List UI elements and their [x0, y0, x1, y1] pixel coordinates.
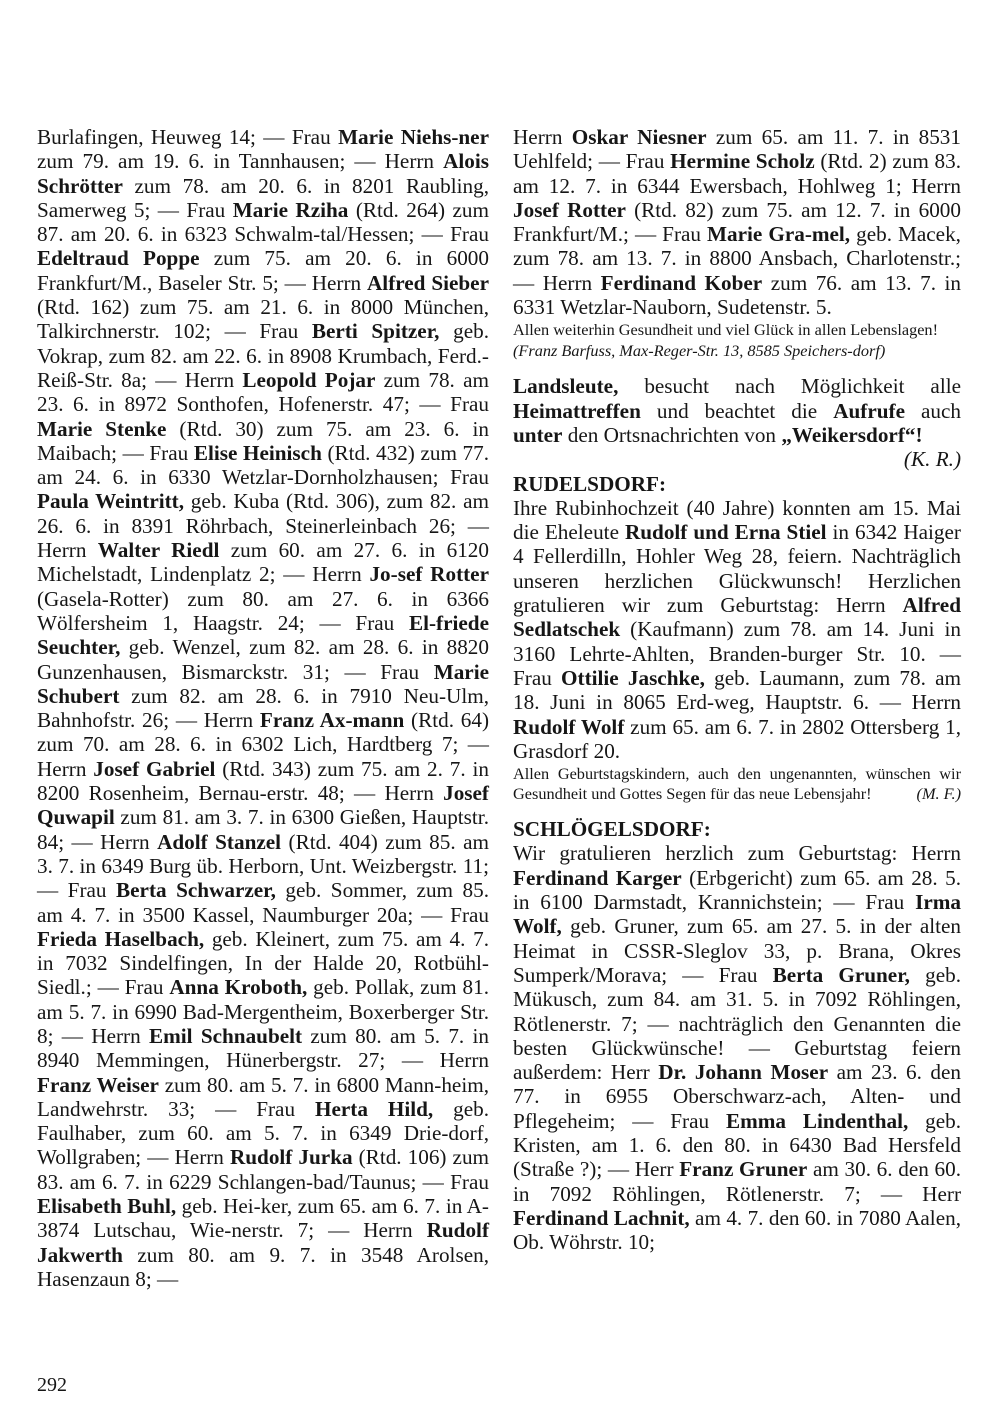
rudelsdorf-wishes-text: Allen Geburtstagskindern, auch den ungenannten, wünschen wir Gesundheit und Gottes Segen für das neue Lebensjahr! — [513, 764, 961, 803]
bold-name: Hermine Scholz — [670, 149, 815, 174]
bold-name: unter — [513, 422, 563, 447]
bold-name: Franz Ax-mann — [259, 708, 405, 733]
birthday-list-paragraph: Herrn Oskar Niesner zum 65. am 11. 7. in 8531 Uehlfeld; — Frau Hermine Scholz (Rtd. 2) zum 83. am 12. 7. in 6344 Ewersbach, Hohlweg 1; Herrn Josef Rotter (Rtd. 82) zum 75. am 12. 7. in 6000 Frankfurt/M.; — Frau Marie Gra-mel, geb. Macek, zum 78. am 13. 7. in 8800 Ansbach, Charlotenstr.; — Herrn Ferdinand Kober zum 76. am 13. 7. in 6331 Wetzlar-Nauborn, Sudetenstr. 5. — [513, 125, 962, 320]
bold-name: Marie Gra-mel, — [707, 222, 851, 247]
bold-name: Edeltraud Poppe — [37, 246, 200, 271]
bold-name: Franz Weiser — [37, 1072, 159, 1097]
bold-name: Ferdinand Kober — [600, 270, 763, 295]
bold-name: Emil Schnaubelt — [148, 1023, 303, 1048]
bold-name: Marie Niehs-ner — [338, 125, 489, 149]
bold-name: Oskar Niesner — [571, 125, 707, 149]
right-column — [513, 125, 961, 1254]
schloegelsdorf-paragraph: Wir gratulieren herzlich zum Geburtstag: Herrn Ferdinand Karger (Erbgericht) zum 65. am 28. 5. in 6100 Darmstadt, Krannichstein; — Frau Irma Wolf, geb. Gruner, zum 65. am 27. 5. in der alten Heimat in CSSR-Sleglov 33, p. Brana, Okres Sumperk/Morava; — Frau Berta Gruner, geb. Mükusch, zum 84. am 31. 5. in 7092 Röhlingen, Rötlenerstr. 7; — nachträglich den Genannten die besten Glückwünsche! — Geburtstag feiern außerdem: Herr Dr. Johann Moser am 23. 6. den 77. in 6955 Oberschwarz-ach, Alten- und Pflegeheim; — Frau Emma Lindenthal, geb. Kristen, am 1. 6. den 80. in 6430 Bad Hersfeld (Straße ?); — Herr Franz Gruner am 30. 6. den 60. in 7092 Röhlingen, Rötlenerstr. 7; — Herr Ferdinand Lachnit, am 4. 7. den 60. in 7080 Aalen, Ob. Wöhrstr. 10; — [513, 841, 962, 1255]
page-number: 292 — [37, 1374, 67, 1396]
bold-name: Frieda Haselbach, — [37, 926, 205, 951]
bold-name: Leopold Pojar — [242, 367, 376, 392]
bold-name: Alois Schrötter — [37, 149, 489, 198]
bold-name: Alfred Sedlatschek — [513, 593, 961, 642]
bold-name: El-friede Seuchter, — [37, 610, 489, 660]
bold-name: Heimattreffen — [513, 398, 641, 423]
bold-name: Marie Schubert — [37, 659, 489, 708]
wishes-note: Allen weiterhin Gesundheit und viel Glück in allen Lebenslagen! — [513, 320, 938, 340]
section-heading-schloegelsdorf: SCHLÖGELSDORF: — [513, 817, 711, 842]
bold-name: Elisabeth Buhl, — [37, 1194, 177, 1219]
bold-name: Berti Spitzer, — [311, 319, 440, 344]
bold-name: Josef Quwapil — [37, 781, 489, 830]
bold-name: Emma Lindenthal, — [725, 1108, 909, 1133]
bold-name: Marie Rziha — [232, 197, 349, 222]
bold-name: „Weikersdorf“! — [781, 422, 923, 447]
bold-name: Berta Schwarzer, — [116, 878, 276, 903]
bold-name: Anna Kroboth, — [169, 975, 308, 1000]
spacer — [513, 360, 961, 374]
bold-name: Ferdinand Lachnit, — [513, 1205, 690, 1230]
bold-name: Aufrufe — [833, 398, 905, 423]
appeal-signature: (K. R.) — [903, 447, 961, 472]
spacer — [513, 803, 961, 817]
bold-name: Alfred Sieber — [367, 270, 489, 295]
bold-name: Irma Wolf, — [513, 890, 961, 939]
bold-name: Ottilie Jaschke, — [561, 665, 705, 690]
bold-name: Landsleute, — [513, 374, 619, 399]
bold-name: Franz Gruner — [679, 1157, 808, 1182]
bold-name: Berta Gruner, — [772, 962, 910, 987]
bold-name: Ferdinand Karger — [513, 865, 682, 890]
bold-name: Marie Stenke — [37, 416, 167, 441]
bold-name: Rudolf Wolf — [513, 714, 625, 739]
bold-name: Josef Rotter — [513, 197, 626, 222]
rudelsdorf-wishes — [513, 764, 961, 803]
left-column — [37, 125, 489, 1291]
bold-name: Paula Weintritt, — [37, 489, 185, 514]
appeal-paragraph: Landsleute, besucht nach Möglichkeit alle Heimattreffen und beachtet die Aufrufe auch unter den Ortsnachrichten von „Weikersdorf“! — [513, 374, 961, 447]
bold-name: Elise Heinisch — [193, 440, 322, 465]
bold-name: Adolf Stanzel — [157, 829, 282, 854]
bold-name: Rudolf Jurka — [229, 1145, 353, 1170]
section-heading-rudelsdorf: RUDELSDORF: — [513, 471, 667, 496]
bold-name: Rudolf und Erna Stiel — [624, 520, 827, 545]
author-signature: (Franz Barfuss, Max-Reger-Str. 13, 8585 Speichers-dorf) — [513, 340, 886, 360]
bold-name: Herta Hild, — [314, 1096, 434, 1121]
rudelsdorf-paragraph: Ihre Rubinhochzeit (40 Jahre) konnten am 15. Mai die Eheleute Rudolf und Erna Stiel in 6342 Haiger 4 Fellerdilln, Hohler Weg 28, feiern. Nachträglich unseren herzlichen Glückwunsch! Herzlichen gratulieren wir zum Geburtstag: Herrn Alfred Sedlatschek (Kaufmann) zum 78. am 14. Juni in 3160 Lehrte-Ahlten, Branden-burger Str. 10. — Frau Ottilie Jaschke, geb. Laumann, zum 78. am 18. Juni in 8065 Erd-weg, Hauptstr. 6. — Herrn Rudolf Wolf zum 65. am 6. 7. in 2802 Ottersberg 1, Grasdorf 20. — [513, 495, 961, 763]
bold-name: Jo-sef Rotter — [369, 562, 489, 587]
bold-name: Dr. Johann Moser — [658, 1060, 829, 1085]
bold-name: Rudolf Jakwerth — [37, 1218, 489, 1267]
bold-name: Walter Riedl — [97, 538, 220, 563]
bold-name: Josef Gabriel — [93, 756, 216, 781]
rudelsdorf-signature: (M. F.) — [916, 783, 961, 803]
birthday-list-continued: Burlafingen, Heuweg 14; — Frau Marie Niehs-ner zum 79. am 19. 6. in Tannhausen; — Herrn Alois Schrötter zum 78. am 20. 6. in 8201 Raubling, Samerweg 5; — Frau Marie Rziha (Rtd. 264) zum 87. am 20. 6. in 6323 Schwalm-tal/Hessen; — Frau Edeltraud Poppe zum 75. am 20. 6. in 6000 Frankfurt/M., Baseler Str. 5; — Herrn Alfred Sieber (Rtd. 162) zum 75. am 21. 6. in 8000 München, Talkirchnerstr. 102; — Frau Berti Spitzer, geb. Vokrap, zum 82. am 22. 6. in 8908 Krumbach, Ferd.-Reiß-Str. 8a; — Herrn Leopold Pojar zum 78. am 23. 6. in 8972 Sonthofen, Hofenerstr. 47; — Frau Marie Stenke (Rtd. 30) zum 75. am 23. 6. in Maibach; — Frau Elise Heinisch (Rtd. 432) zum 77. am 24. 6. in 6330 Wetzlar-Dornholzhausen; Frau Paula Weintritt, geb. Kuba (Rtd. 306), zum 82. am 26. 6. in 8391 Röhrbach, Steinerleinbach 26; — Herrn Walter Riedl zum 60. am 27. 6. in 6120 Michelstadt, Lindenplatz 2; — Herrn Jo-sef Rotter (Gasela-Rotter) zum 80. am 27. 6. in 6366 Wölfersheim 1, Haagstr. 24; — Frau El-friede Seuchter, geb. Wenzel, zum 82. am 28. 6. in 8820 Gunzenhausen, Bismarckstr. 31; — Frau Marie Schubert zum 82. am 28. 6. in 7910 Neu-Ulm, Bahnhofstr. 26; — Herrn Franz Ax-mann (Rtd. 64) zum 70. am 28. 6. in 6302 Lich, Hardtberg 7; — Herrn Josef Gabriel (Rtd. 343) zum 75. am 2. 7. in 8200 Rosenheim, Bernau-erstr. 48; — Herrn Josef Quwapil zum 81. am 3. 7. in 6300 Gießen, Hauptstr. 84; — Herrn Adolf Stanzel (Rtd. 404) zum 85. am 3. 7. in 6349 Burg üb. Herborn, Unt. Weizbergstr. 11; — Frau Berta Schwarzer, geb. Sommer, zum 85. am 4. 7. in 3500 Kassel, Naumburger 20a; — Frau Frieda Haselbach, geb. Kleinert, zum 75. am 4. 7. in 7032 Sindelfingen, In der Halde 20, Rotbühl-Siedl.; — Frau Anna Kroboth, geb. Pollak, zum 81. am 5. 7. in 6990 Bad-Mergentheim, Boxerberger Str. 8; — Herrn Emil Schnaubelt zum 80. am 5. 7. in 8940 Memmingen, Hünerbergstr. 27; — Herrn Franz Weiser zum 80. am 5. 7. in 6800 Mann-heim, Landwehrstr. 33; — Frau Herta Hild, geb. Faulhaber, zum 60. am 5. 7. in 6349 Drie-dorf, Wollgraben; — Herrn Rudolf Jurka (Rtd. 106) zum 83. am 6. 7. in 6229 Schlangen-bad/Taunus; — Frau Elisabeth Buhl, geb. Hei-ker, zum 65. am 6. 7. in A-3874 Lutschau, Wie-nerstr. 7; — Herrn Rudolf Jakwerth zum 80. am 9. 7. in 3548 Arolsen, Hasenzaun 8; — — [37, 125, 490, 1291]
